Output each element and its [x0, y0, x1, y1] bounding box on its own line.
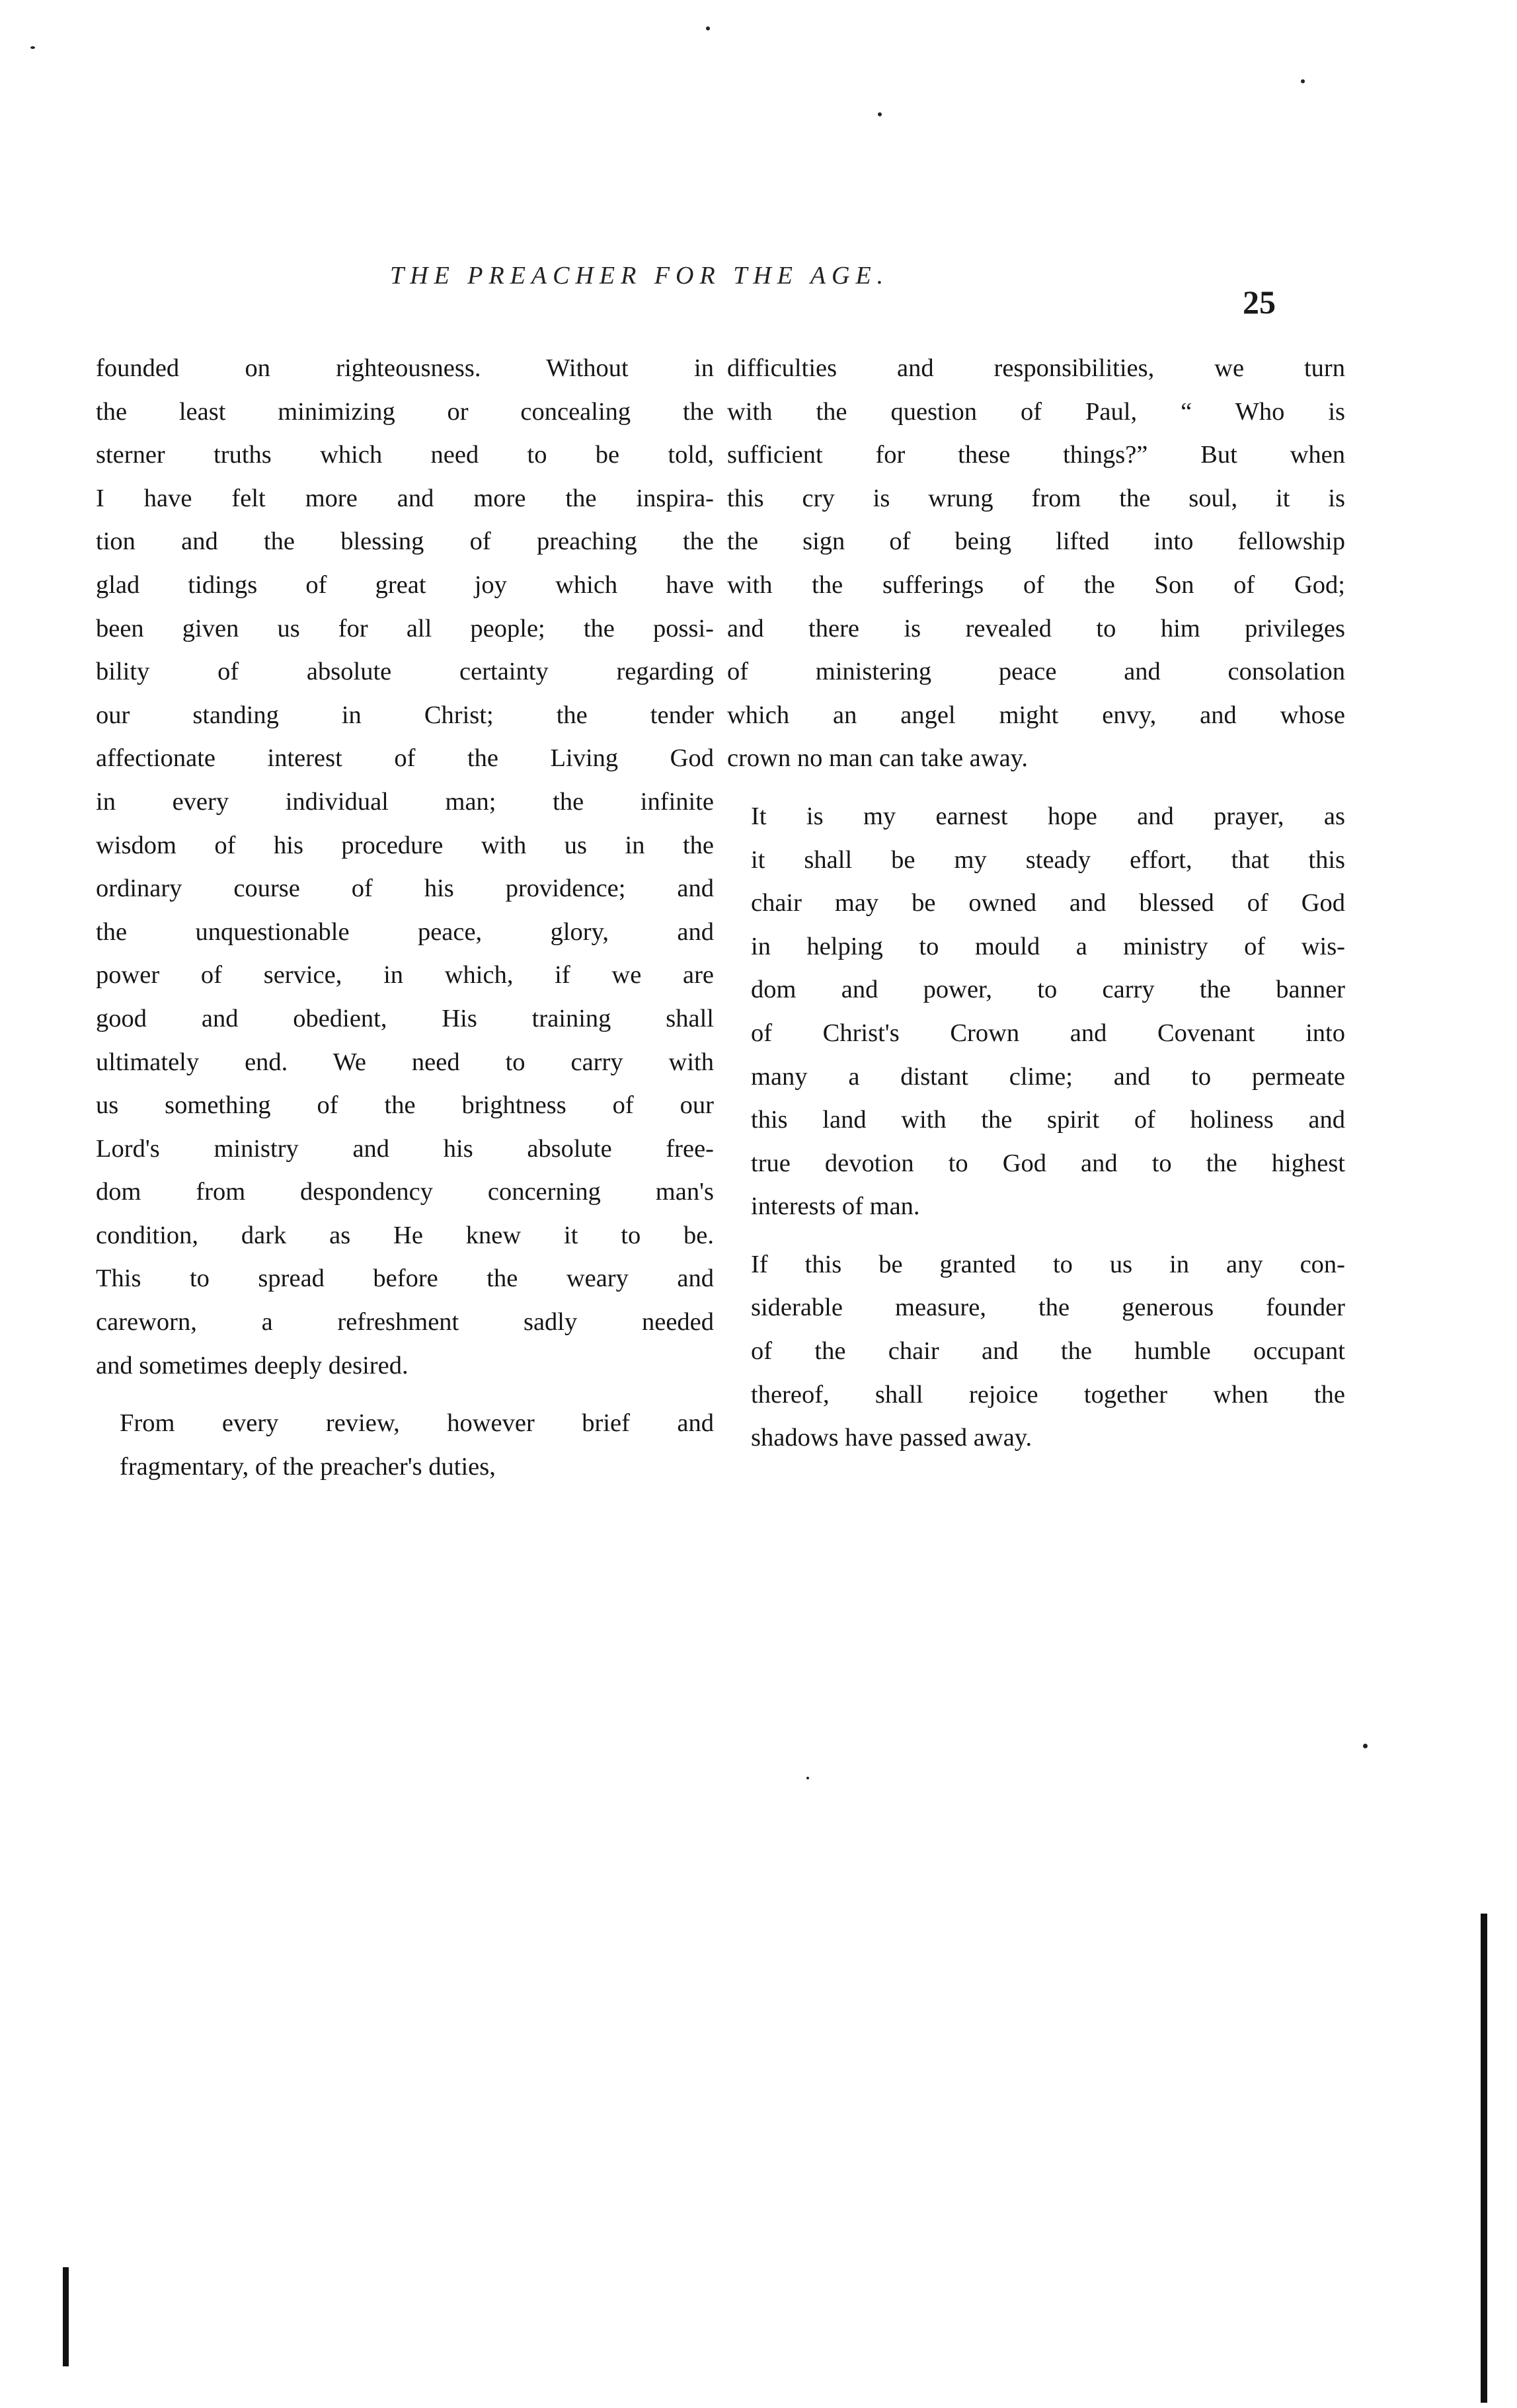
- text-line: sufficient for these things?” But when: [727, 441, 1345, 469]
- text-line: ultimately end. We need to carry with: [96, 1048, 714, 1076]
- text-line: siderable measure, the generous founder: [751, 1294, 1345, 1322]
- text-line: the least minimizing or concealing the: [96, 397, 714, 426]
- text-line: this land with the spirit of holiness and: [751, 1106, 1345, 1134]
- text-line: This to spread before the weary and: [96, 1264, 714, 1293]
- scan-edge-left: [63, 2267, 69, 2366]
- text-line: in every individual man; the infinite: [96, 787, 714, 816]
- text-line: the sign of being lifted into fellowship: [727, 527, 1345, 556]
- text-line: thereof, shall rejoice together when the: [751, 1380, 1345, 1409]
- text-line: careworn, a refreshment sadly needed: [96, 1308, 714, 1337]
- text-line: been given us for all people; the possi-: [96, 614, 714, 642]
- scan-speck: [878, 112, 882, 116]
- text-line: of ministering peace and consolation: [727, 658, 1345, 686]
- text-line: wisdom of his procedure with us in the: [96, 831, 714, 859]
- text-line: of the chair and the humble occupant: [751, 1337, 1345, 1366]
- text-line: dom and power, to carry the banner: [751, 976, 1345, 1004]
- text-line: Lord's ministry and his absolute free-: [96, 1134, 714, 1163]
- text-line: It is my earnest hope and prayer, as: [751, 802, 1345, 830]
- text-line: with the question of Paul, “ Who is: [727, 397, 1345, 426]
- page-number: 25: [1243, 284, 1276, 321]
- text-line: true devotion to God and to the highest: [751, 1149, 1345, 1177]
- text-line: founded on righteousness. Without in: [96, 354, 714, 382]
- text-line: chair may be owned and blessed of God: [751, 889, 1345, 917]
- text-line: affectionate interest of the Living God: [96, 744, 714, 773]
- scan-speck: [1301, 79, 1305, 83]
- text-line: in helping to mould a ministry of wis-: [751, 932, 1345, 960]
- text-line: power of service, in which, if we are: [96, 961, 714, 990]
- text-line: this cry is wrung from the soul, it is: [727, 484, 1345, 512]
- text-line: and there is revealed to him privileges: [727, 614, 1345, 642]
- paragraph: [727, 347, 1345, 781]
- scan-speck: [806, 1777, 809, 1779]
- text-line: our standing in Christ; the tender: [96, 701, 714, 729]
- scan-edge-right: [1481, 1914, 1487, 2403]
- running-head: THE PREACHER FOR THE AGE.: [390, 262, 890, 290]
- text-line: If this be granted to us in any con-: [751, 1250, 1345, 1278]
- text-line: bility of absolute certainty regarding: [96, 658, 714, 686]
- text-line: sterner truths which need to be told,: [96, 441, 714, 469]
- scan-speck: [1363, 1744, 1368, 1748]
- text-line: dom from despondency concerning man's: [96, 1178, 714, 1206]
- text-line: which an angel might envy, and whose: [727, 701, 1345, 729]
- scan-speck: [706, 26, 710, 30]
- text-line: of Christ's Crown and Covenant into: [751, 1019, 1345, 1047]
- text-line: ordinary course of his providence; and: [96, 874, 714, 903]
- text-line: interests of man.: [751, 1192, 920, 1221]
- text-line: shadows have passed away.: [751, 1424, 1032, 1452]
- right-column: [727, 347, 1345, 1460]
- paragraph: [96, 347, 714, 1387]
- text-line: tion and the blessing of preaching the: [96, 527, 714, 556]
- left-column: [96, 347, 714, 1489]
- text-line: the unquestionable peace, glory, and: [96, 917, 714, 946]
- scan-speck: [30, 46, 35, 49]
- text-line: it shall be my steady effort, that this: [751, 845, 1345, 874]
- text-line: crown no man can take away.: [727, 744, 1029, 773]
- text-line: fragmentary, of the preacher's duties,: [120, 1452, 496, 1481]
- text-line: I have felt more and more the inspira-: [96, 484, 714, 512]
- text-line: difficulties and responsibilities, we turn: [727, 354, 1345, 382]
- paragraph: [96, 1402, 714, 1489]
- text-line: glad tidings of great joy which have: [96, 570, 714, 599]
- text-line: good and obedient, His training shall: [96, 1004, 714, 1032]
- paragraph: [727, 795, 1345, 1229]
- text-line: many a distant clime; and to permeate: [751, 1062, 1345, 1091]
- text-line: condition, dark as He knew it to be.: [96, 1221, 714, 1249]
- text-line: with the sufferings of the Son of God;: [727, 570, 1345, 599]
- paragraph: [727, 1243, 1345, 1460]
- text-line: From every review, however brief and: [120, 1409, 714, 1438]
- text-line: us something of the brightness of our: [96, 1091, 714, 1120]
- text-line: and sometimes deeply desired.: [96, 1351, 408, 1379]
